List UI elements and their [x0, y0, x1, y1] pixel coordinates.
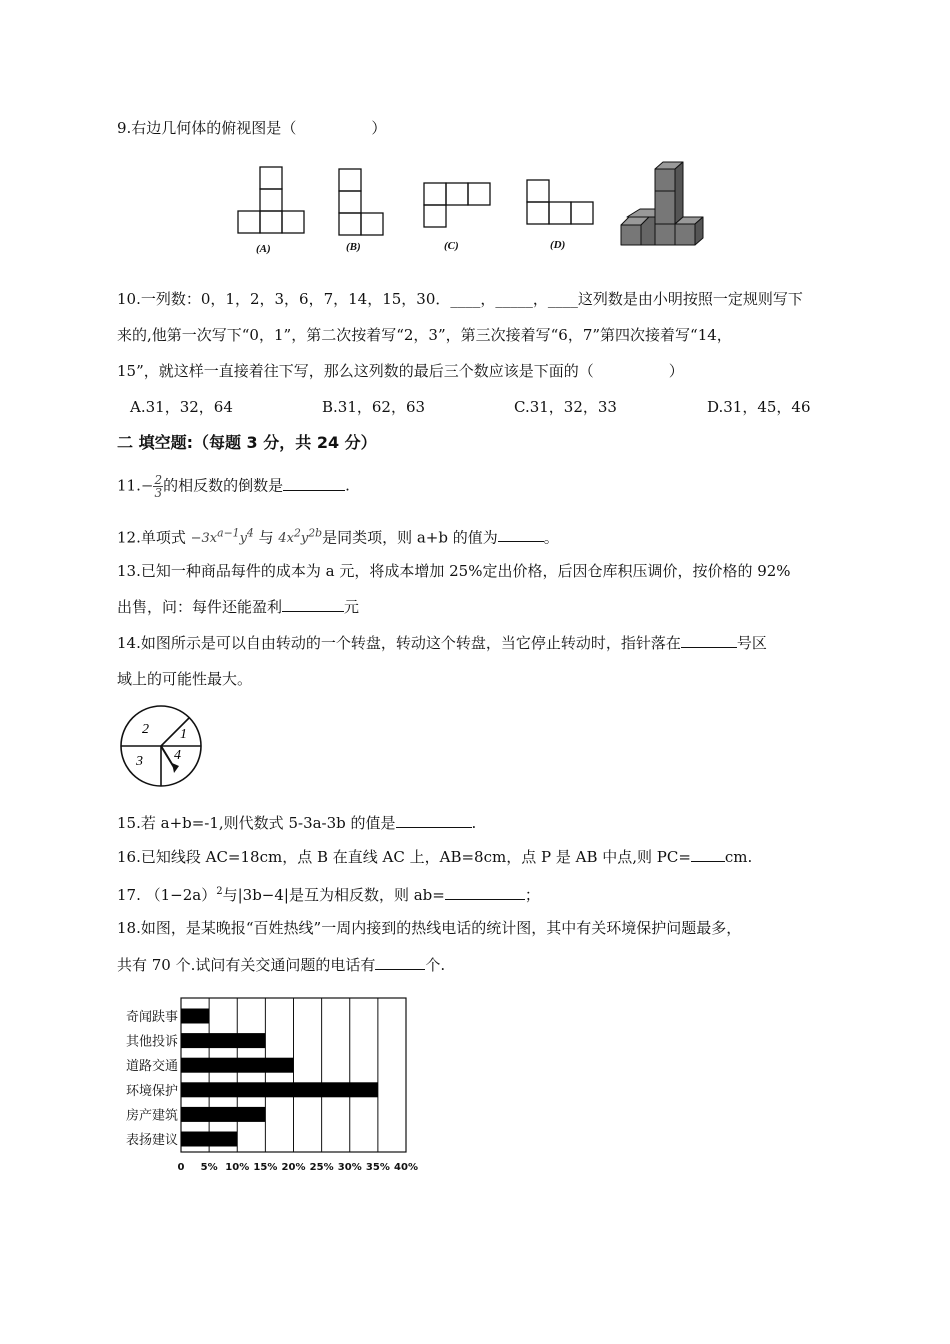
- spinner-label-1: 1: [180, 727, 187, 742]
- q10-line2: 来的,他第一次写下“0，1”，第二次按着写“2，3”，第三次接着写“6，7”第四次接着写“14，: [117, 326, 732, 344]
- q16-end: cm.: [724, 848, 753, 866]
- q18-answer-blank[interactable]: [375, 955, 425, 970]
- section-title: 二 填空题:（每题 3 分，共 24 分）: [117, 433, 377, 452]
- q17-answer-blank[interactable]: [445, 885, 525, 900]
- q11-fraction: [153, 474, 163, 499]
- q10-option-a: A.31，32，64: [130, 398, 233, 416]
- q12-answer-blank[interactable]: [498, 527, 544, 542]
- q11-answer-blank[interactable]: [283, 476, 345, 491]
- hotline-bar-chart: [110, 990, 450, 1180]
- spinner-label-4: 4: [174, 748, 181, 763]
- category-label-3: 环境保护: [125, 1083, 178, 1099]
- q9-text: 9.右边几何体的俯视图是（ ）: [117, 119, 387, 137]
- geometric-solid-figure: [621, 162, 703, 245]
- q10-option-c: C.31，32，33: [514, 398, 617, 416]
- q10-line1: 10.一列数：0，1，2，3，6，7，14，15，30．____，_____，____这列数是由小明按照一定规则写下: [117, 290, 803, 308]
- x-tick-label-4: 20%: [281, 1162, 306, 1173]
- q13-line2: [117, 597, 359, 617]
- category-label-0: 奇闻趺事: [125, 1010, 178, 1025]
- bar-4: [181, 1107, 265, 1122]
- q12-expr1: $-3x^{a-1}y^4$: [190, 527, 254, 547]
- q17-end: ；: [524, 886, 540, 904]
- q14-line1-suffix: 号区: [736, 634, 767, 652]
- q17-mid: 与|3b−4|是互为相反数，则 ab=: [222, 886, 445, 904]
- option-c-label: (C): [444, 240, 459, 252]
- bar-2: [181, 1058, 294, 1073]
- category-label-5: 表扬建议: [125, 1133, 178, 1148]
- x-tick-label-2: 10%: [225, 1162, 250, 1173]
- option-d-label: (D): [550, 239, 566, 251]
- x-tick-label-0: 0: [177, 1162, 185, 1173]
- q11-numerator: 2: [154, 473, 163, 487]
- q13-line1: 13.已知一种商品每件的成本为 a 元，将成本增加 25%定出价格，后因仓库积压调价，按价格的 92%: [117, 562, 791, 580]
- option-d-figure: [527, 180, 593, 224]
- q11-end: .: [345, 476, 350, 495]
- q11-denominator: 3: [154, 486, 163, 500]
- q15-end: .: [471, 814, 477, 832]
- option-b-figure: [339, 169, 383, 235]
- x-tick-label-3: 15%: [253, 1162, 278, 1173]
- q14-line1-prefix: 14.如图所示是可以自由转动的一个转盘，转动这个转盘，当它停止转动时，指针落在: [117, 634, 681, 652]
- q13-line2-suffix: 元: [344, 598, 360, 616]
- x-tick-label-1: 5%: [200, 1162, 218, 1173]
- option-b-label: (B): [346, 241, 361, 253]
- q10-line3: 15”，就这样一直接着往下写，那么这列数的最后三个数应该是下面的（ ）: [117, 362, 684, 380]
- q12-text: 是同类项，则 a+b 的值为: [322, 528, 498, 547]
- q17-prefix: 17. （1−2a）: [117, 886, 217, 904]
- q10-option-b: B.31，62，63: [322, 398, 426, 416]
- q11-text: 的相反数的倒数是: [163, 476, 284, 495]
- q18-line1: 18.如图，是某晚报“百姓热线”一周内接到的热线电话的统计图，其中有关环境保护问题最多，: [117, 919, 742, 937]
- q17: [117, 882, 540, 905]
- q12: [117, 524, 559, 549]
- spinner-label-2: 2: [142, 722, 149, 737]
- q13-answer-blank[interactable]: [282, 597, 344, 612]
- x-tick-label-5: 25%: [309, 1162, 334, 1173]
- option-a-label: (A): [256, 243, 271, 255]
- bar-3: [181, 1082, 378, 1097]
- q16: [117, 847, 752, 867]
- option-c-figure: [424, 183, 490, 227]
- q15-answer-blank[interactable]: [396, 813, 472, 828]
- q14-answer-blank[interactable]: [681, 633, 737, 648]
- q11-prefix: 11.: [117, 476, 141, 495]
- q14-line1: [117, 633, 767, 653]
- q16-answer-blank[interactable]: [691, 847, 725, 862]
- q12-expr2: $4x^2y^{2b}$: [278, 527, 323, 547]
- q12-prefix: 12.单项式: [117, 528, 186, 547]
- q18-line2-prefix: 共有 70 个.试问有关交通问题的电话有: [117, 956, 376, 974]
- x-tick-label-6: 30%: [337, 1162, 362, 1173]
- q10-option-d: D.31，45，46: [707, 398, 811, 416]
- q14-line2: 域上的可能性最大。: [117, 670, 253, 688]
- q15: [117, 813, 476, 833]
- q17-sup: 2: [216, 886, 223, 897]
- q9-figures: [225, 155, 725, 265]
- bar-0: [181, 1009, 209, 1024]
- q13-line2-prefix: 出售，问：每件还能盈利: [117, 598, 283, 616]
- q11-minus: −: [140, 476, 154, 495]
- q12-mid: 与: [258, 528, 274, 547]
- x-tick-label-8: 40%: [394, 1162, 418, 1173]
- option-a-figure: [238, 167, 304, 233]
- q16-prefix: 16.已知线段 AC=18cm，点 B 在直线 AC 上，AB=8cm，点 P 是 AB 中点,则 PC=: [117, 848, 691, 866]
- category-label-2: 道路交通: [125, 1059, 178, 1075]
- q18-line2-suffix: 个.: [425, 956, 446, 974]
- spinner-label-3: 3: [136, 754, 143, 769]
- bar-1: [181, 1033, 265, 1048]
- q18-line2: [117, 955, 445, 975]
- spinner-figure: [118, 703, 208, 791]
- q12-end: 。: [543, 528, 559, 547]
- q15-prefix: 15.若 a+b=-1,则代数式 5-3a-3b 的值是: [117, 814, 396, 832]
- category-label-4: 房产建筑: [125, 1108, 178, 1124]
- category-label-1: 其他投诉: [125, 1034, 178, 1050]
- q11: [117, 474, 350, 499]
- x-tick-label-7: 35%: [365, 1162, 390, 1173]
- bar-5: [181, 1132, 237, 1147]
